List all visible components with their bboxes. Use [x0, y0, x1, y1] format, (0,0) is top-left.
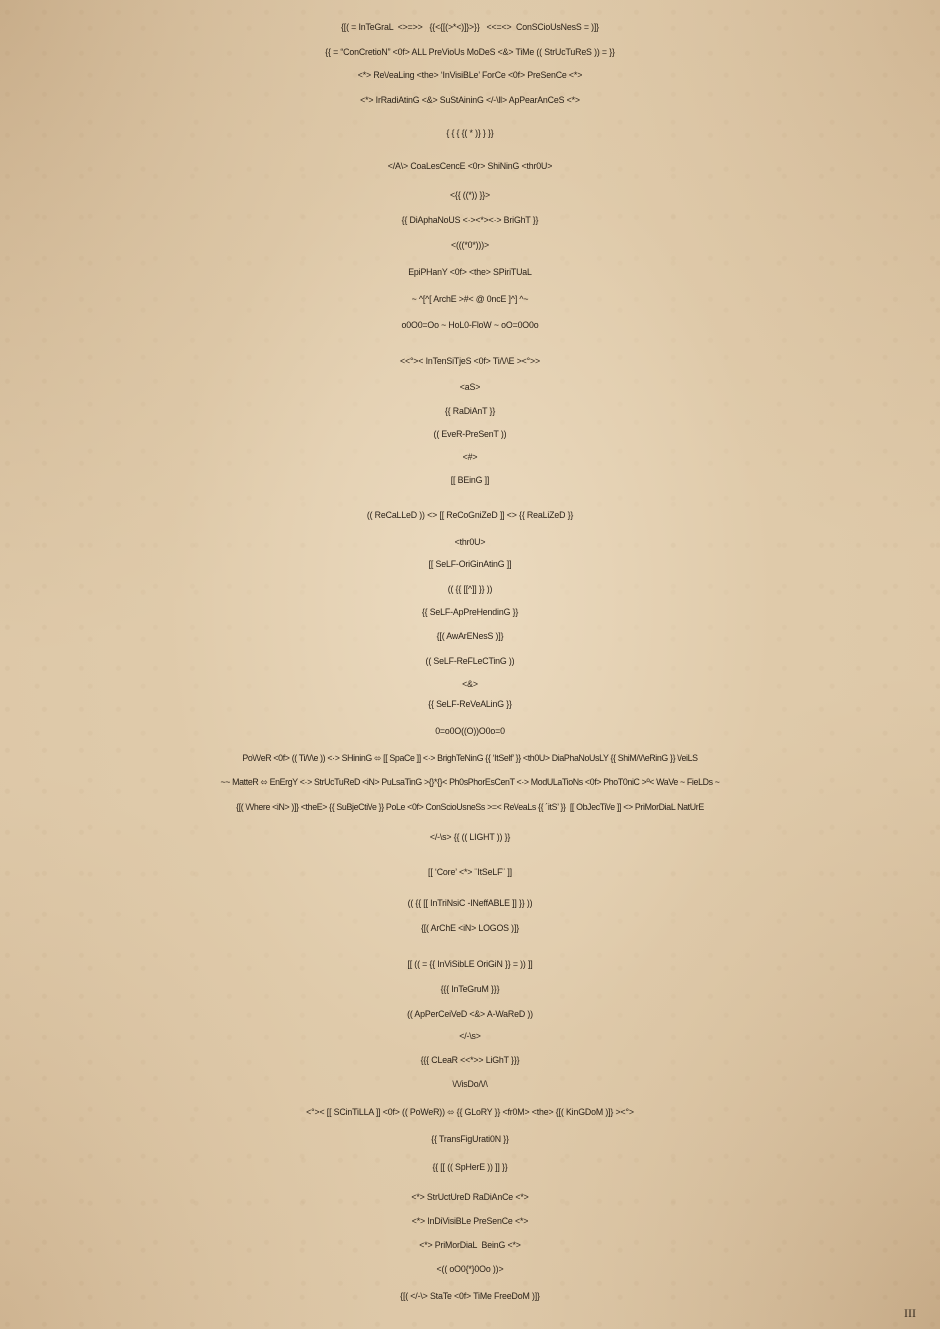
poem-line: <aS> — [459, 382, 481, 392]
poem-line: {{ TransFigUrati0N }} — [431, 1134, 509, 1144]
poem-line: <*> StrUctUreD RaDiAnCe <*> — [411, 1192, 529, 1202]
poem-line: [[ SeLF-OriGinAtinG ]] — [428, 559, 512, 569]
poem-line: (( ReCaLLeD )) <> [[ ReCoGniZeD ]] <> {{ ReaLiZeD }} — [366, 510, 574, 520]
poem-line: <{{ ((*)) }}> — [449, 190, 491, 200]
poem-line: {{ = “ConCretioN” <0f> ALL PreVioUs MoDeS <&> TiMe (( StrUcTuReS )) = }} — [325, 47, 615, 57]
poem-line: <*> Re\/eaLing <the> ‘InVisiBLe’ ForCe <0f> PreSenCe <*> — [357, 70, 583, 80]
poem-line: {{ RaDiAnT }} — [444, 406, 496, 416]
poem-line: (( ApPerCeiVeD <&> A-WaReD )) — [407, 1009, 533, 1019]
poem-line: <<°>< InTenSiTjeS <0f> Ti/\/\E ><°>> — [399, 356, 541, 366]
poem-line: <*> IrRadiAtinG <&> SuStAininG </-\ll> ApPearAnCeS <*> — [360, 95, 580, 105]
poem-line: <thr0U> — [454, 537, 486, 547]
poem-line: <(( oO0{*}0Oo ))> — [436, 1264, 504, 1274]
poem-line: (( {{ [[^]] }} )) — [447, 584, 493, 594]
poem-line: (( SeLF-ReFLeCTinG )) — [425, 656, 515, 666]
poem-line: </-\s> {{ (( LIGHT )) }} — [429, 832, 511, 842]
page-number: III — [904, 1306, 916, 1320]
poem-line: {[( = InTeGraL <>=>> {{<{[(>*<)]}>}} <<=<> ConSCioUsNesS = )]} — [341, 22, 599, 32]
poem-line: (( {{ [[ InTriNsiC -INeffABLE ]] }} )) — [407, 898, 533, 908]
poem-line: ~~ MatteR ⬄ EnErgY <·> StrUcTuReD <iN> PuLsaTinG >{}*{}< Ph0sPhorEsCenT <·> ModULaTioNs <0f> PhoT0niC >º< WaVe ~ FieLDs ~ — [220, 777, 720, 787]
poem-line: { { { {( * )} } }} — [446, 128, 494, 138]
poem-line: {[( \/\/here <iN> )]} <theE> {{ SuBjeCti\/e }} PoLe <0f> ConScioUsneSs >=< Re\/eaLs {{ ´itS’ }} [[ ObJecTi\/e ]] <> PriMorDiaL NatUrE — [236, 802, 704, 812]
poem-line: \/\/isDo/\/\ — [452, 1079, 488, 1089]
poem-line: {[( ArChE <iN> LOGOS )]} — [420, 923, 520, 933]
poem-line: {{ [[ (( SpHerE )) ]] }} — [432, 1162, 508, 1172]
poem-line: [[ BEinG ]] — [450, 475, 490, 485]
poem-line: {{ SeLF-ReVeALinG }} — [428, 699, 512, 709]
poem-line: <*> InDiVisiBLe PreSenCe <*> — [411, 1216, 529, 1226]
poem-line: <*> PriMorDiaL BeinG <*> — [419, 1240, 521, 1250]
poem-line: {{ SeLF-ApPreHendinG }} — [421, 607, 519, 617]
poem-line: {[( AwArENesS )]} — [436, 631, 504, 641]
poem-line: [[ (( = {{ InViSibLE OriGiN }} = )) ]] — [407, 959, 533, 969]
poem-line: <&> — [462, 679, 478, 689]
poem-line: [[ ‘Core’ <*> ¨ItSeLF¨ ]] — [428, 867, 512, 877]
poem-line: <(((*0*)))> — [451, 240, 489, 250]
poem-line: o0O0=Oo ~ HoL0-FloW ~ oO=0O0o — [401, 320, 539, 330]
poem-line: Po\/\/eR <0f> (( Ti/\/\e )) <·> SHininG ⬄ [[ SpaCe ]] <·> BrighTeNinG {{ ‘ItSelf’ }} <th0U> DiaPhaNoUsLY {{ ShiM/\/\eRinG }} \/eiLS — [242, 753, 698, 763]
poem-line: (( EveR-PreSenT )) — [433, 429, 507, 439]
poem-line: </A\> CoaLesCencE <0r> ShiNinG <thr0U> — [387, 161, 553, 171]
poem-line: EpiPHanY <0f> <the> SPiriTUaL — [408, 267, 532, 277]
poem-line: </-\s> — [459, 1031, 481, 1041]
poem-line: <#> — [462, 452, 478, 462]
poem-line: ~ ^[^[ ArchE >#< @ 0ncE ]^] ^~ — [411, 294, 529, 304]
poem-line: 0=o0O((O))O0o=0 — [435, 726, 505, 736]
poem-line: {{{ InTeGruM }}} — [440, 984, 500, 994]
poem-line: {[( </-\> StaTe <0f> TiMe FreeDoM )]} — [400, 1291, 540, 1301]
poem-line: {{{ CLeaR <<*>> LiGhT }}} — [420, 1055, 520, 1065]
poem-line: {{ DiAphaNoUS <·><*><·> BriGhT }} — [401, 215, 539, 225]
poem-line: <°>< [[ SCinTiLLA ]] <0f> (( PoWeR)) ⬄ {{ GLoRY }} <fr0M> <the> {[( KinGDoM )]} ><°> — [306, 1107, 634, 1117]
